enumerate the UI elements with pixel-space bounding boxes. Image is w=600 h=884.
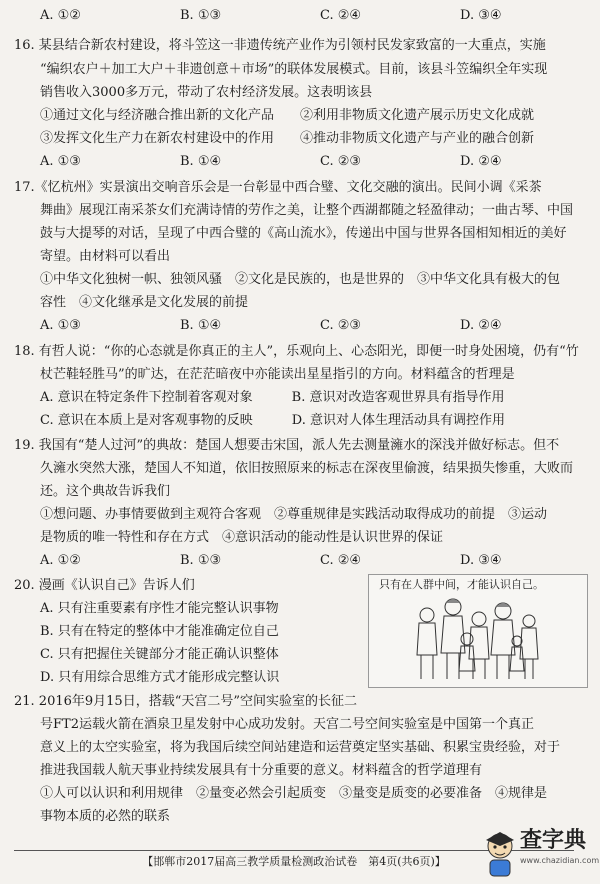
- q18-line: 18. 有哲人说：“你的心态就是你真正的主人”，乐观向上、心态阳光，即便一时身处困境，仍有“竹: [14, 344, 579, 359]
- q18-line: 杖芒鞋轻胜马”的旷达，在茫茫暗夜中亦能读出星星指引的方向。材料蕴含的哲理是: [40, 367, 515, 382]
- option-b: B. ①③: [180, 8, 222, 23]
- q17-line: 鼓与大提琴的对话，呈现了中西合璧的《高山流水》，传递出中国与世界各国相知相近的美好: [40, 226, 567, 241]
- option-c: C. ②④: [320, 8, 362, 23]
- logo-brand: 查字典: [520, 828, 587, 853]
- cartoon-figure: [368, 574, 588, 688]
- q18-line: C. 意识在本质上是对客观事物的反映 D. 意识对人体生理活动具有调控作用: [40, 413, 505, 428]
- q16-line: 销售收入3000多万元，带动了农村经济发展。这表明该县: [40, 85, 373, 100]
- option-d: D. ②④: [460, 154, 502, 169]
- q17-line: 17.《忆杭州》实景演出交响音乐会是一台彰显中西合璧、文化交融的演出。民间小调《采茶: [14, 180, 542, 195]
- q21-line: 21. 2016年9月15日，搭载“天宫二号”空间实验室的长征二: [14, 694, 357, 709]
- q20-choice: C. 只有把握住关键部分才能正确认识整体: [40, 647, 279, 662]
- option-b: B. ①④: [180, 154, 222, 169]
- q21-line: 号FT2运载火箭在酒泉卫星发射中心成功发射。天宫二号空间实验室是中国第一个真正: [40, 717, 534, 732]
- option-d: D. ②④: [460, 318, 502, 333]
- cartoon-caption: 只有在人群中间，才能认识自己。: [379, 578, 544, 591]
- cartoon-people-illustration: [369, 575, 587, 687]
- q19-line: 还。这个典故告诉我们: [40, 484, 171, 499]
- option-a: A. ①③: [40, 318, 81, 333]
- q20-stem: 20. 漫画《认识自己》告诉人们: [14, 578, 195, 593]
- q18-line: A. 意识在特定条件下控制着客观对象 B. 意识对改造客观世界具有指导作用: [40, 390, 505, 405]
- option-b: B. ①④: [180, 318, 222, 333]
- q21-line: 意义上的太空实验室，将为我国后续空间站建造和运营奠定坚实基础、积累宝贵经验，对于: [40, 740, 561, 755]
- q21-line: 事物本质的必然的联系: [40, 809, 171, 824]
- q17-line: ①中华文化独树一帜、独领风骚 ②文化是民族的，也是世界的 ③中华文化具有极大的包: [40, 272, 561, 287]
- q19-line: ①想问题、办事情要做到主观符合客观 ②尊重规律是实践活动取得成功的前提 ③运动: [40, 507, 548, 522]
- q17-options: [40, 314, 580, 338]
- q16-line: ①通过文化与经济融合推出新的文化产品 ②利用非物质文化遗产展示历史文化成就: [40, 108, 535, 123]
- q19-line: 是物质的唯一特性和存在方式 ④意识活动的能动性是认识世界的保证: [40, 530, 444, 545]
- q16-line: ③发挥文化生产力在新农村建设中的作用 ④推动非物质文化遗产与产业的融合创新: [40, 131, 535, 146]
- option-c: C. ②③: [320, 318, 362, 333]
- option-d: D. ③④: [460, 553, 502, 568]
- chazidian-logo: [480, 826, 598, 882]
- q16-options: [40, 150, 580, 174]
- option-a: A. ①②: [40, 8, 81, 23]
- q19-line: 久澭水突然大涨，楚国人不知道，依旧按照原来的标志在深夜里偷渡，结果损失惨重，大败而: [40, 461, 574, 476]
- mascot-icon: [482, 830, 518, 878]
- q19-line: 19. 我国有“楚人过河”的典故：楚国人想要击宋国，派人先去测量澭水的深浅并做好标志。但不: [14, 438, 560, 453]
- prev-question-options: [40, 4, 580, 28]
- q16-line: 16. 某县结合新农村建设，将斗笠这一非遗传统产业作为引领村民发家致富的一大重点，实施: [14, 38, 546, 53]
- option-a: A. ①③: [40, 154, 81, 169]
- q20-choice: D. 只有用综合思维方式才能形成完整认识: [40, 670, 280, 685]
- q20-choice: B. 只有在特定的整体中才能准确定位自己: [40, 624, 279, 639]
- q21-line: ①人可以认识和利用规律 ②量变必然会引起质变 ③量变是质变的必要准备 ④规律是: [40, 786, 548, 801]
- option-c: C. ②④: [320, 553, 362, 568]
- logo-site: www.chazidian.com: [520, 856, 600, 865]
- option-c: C. ②③: [320, 154, 362, 169]
- q17-line: 容性 ④文化继承是文化发展的前提: [40, 295, 249, 310]
- q17-line: 寄望。由材料可以看出: [40, 249, 171, 264]
- option-a: A. ①②: [40, 553, 81, 568]
- q17-line: 舞曲》展现江南采茶女们充满诗情的劳作之美，让整个西湖都随之轻盈律动；一曲古琴、中国: [40, 203, 574, 218]
- q21-line: 推进我国载人航天事业持续发展具有十分重要的意义。材料蕴含的哲学道理有: [40, 763, 483, 778]
- q16-line: “编织农户＋加工大户＋非遗创意＋市场”的联体发展模式。目前，该县斗笠编织全年实现: [40, 62, 548, 77]
- q20-choice: A. 只有注重要素有序性才能完整认识事物: [40, 601, 279, 616]
- page-footer: 【邯郸市2017届高三教学质量检测政治试卷 第4页(共6页)】: [14, 850, 574, 873]
- option-d: D. ③④: [460, 8, 502, 23]
- option-b: B. ①③: [180, 553, 222, 568]
